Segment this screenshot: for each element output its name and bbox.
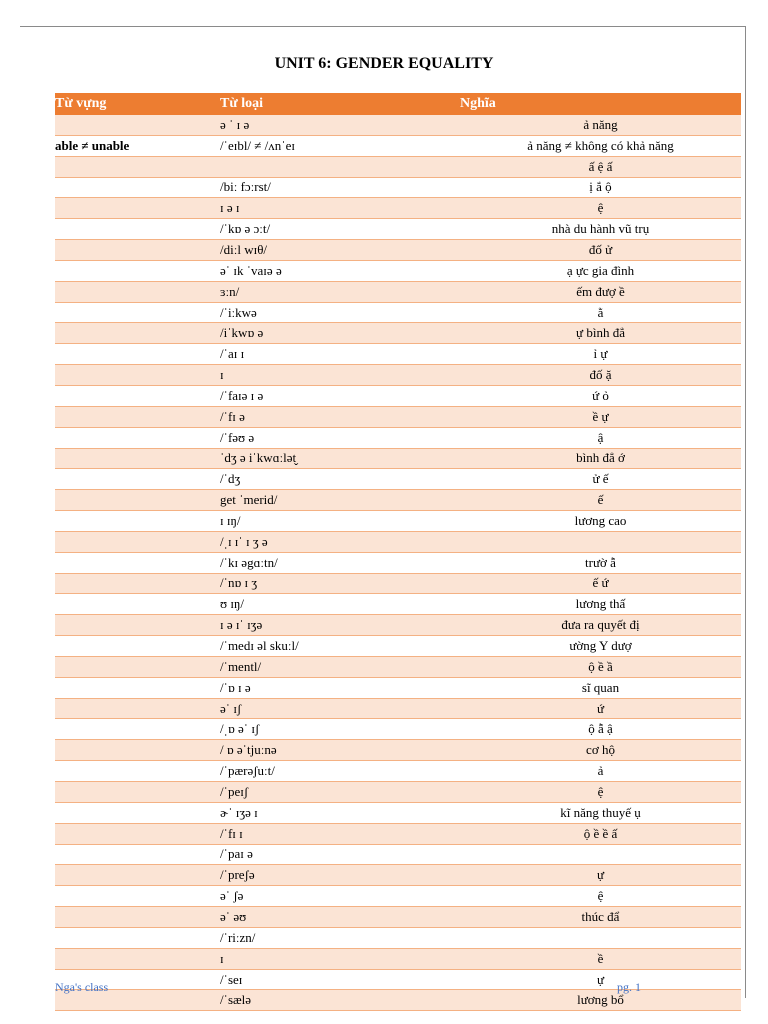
vocab-word-cell — [55, 823, 220, 844]
table-row — [55, 823, 741, 844]
vocab-word-cell — [55, 240, 220, 261]
meaning-cell: ệ — [460, 198, 741, 219]
vocab-word-cell — [55, 511, 220, 532]
table-row — [55, 240, 741, 261]
table-body — [55, 115, 741, 1011]
vocab-word-cell — [55, 552, 220, 573]
pronunciation-cell: /ˌɪ ɪˈ ɪ ʒ ə — [220, 531, 460, 552]
table-row — [55, 719, 741, 740]
vocab-word-cell — [55, 719, 220, 740]
pronunciation-cell: /ˈmedɪ əl skuːl/ — [220, 636, 460, 657]
vocab-word-cell — [55, 198, 220, 219]
meaning-cell: ử ế — [460, 469, 741, 490]
table-row — [55, 490, 741, 511]
meaning-cell: ộ ề ề ấ — [460, 823, 741, 844]
meaning-cell: ả năng — [460, 115, 741, 135]
vocab-word-cell — [55, 698, 220, 719]
table-row — [55, 927, 741, 948]
table-row — [55, 198, 741, 219]
vocab-word-cell — [55, 490, 220, 511]
vocab-word-cell — [55, 156, 220, 177]
vocab-word-cell — [55, 302, 220, 323]
pronunciation-cell: /iˈkwɒ ə — [220, 323, 460, 344]
table-header-row — [55, 93, 741, 115]
vocab-word-cell — [55, 677, 220, 698]
pronunciation-cell: əˈ ʃə — [220, 886, 460, 907]
meaning-cell: ế ứ — [460, 573, 741, 594]
table-row — [55, 886, 741, 907]
table-row — [55, 511, 741, 532]
header-word-type: Từ loại — [220, 93, 460, 115]
table-row — [55, 406, 741, 427]
vocab-word-cell — [55, 636, 220, 657]
meaning-cell: nhà du hành vũ trụ — [460, 219, 741, 240]
table-row — [55, 573, 741, 594]
meaning-cell: ộ ề ầ — [460, 656, 741, 677]
pronunciation-cell: /ˈriːzn/ — [220, 927, 460, 948]
pronunciation-cell: /ˈfɪ ɪ — [220, 823, 460, 844]
table-row — [55, 219, 741, 240]
meaning-cell: ệ — [460, 782, 741, 803]
meaning-cell: đố ặ — [460, 365, 741, 386]
pronunciation-cell: /ˈɒ ɪ ə — [220, 677, 460, 698]
meaning-cell: ả — [460, 761, 741, 782]
meaning-cell: ả năng ≠ không có khả năng — [460, 135, 741, 156]
table-row — [55, 677, 741, 698]
vocab-word-cell — [55, 385, 220, 406]
meaning-cell: ấ ệ ấ — [460, 156, 741, 177]
meaning-cell: ề — [460, 948, 741, 969]
meaning-cell: kĩ năng thuyế ụ — [460, 802, 741, 823]
meaning-cell: lương thấ — [460, 594, 741, 615]
table-row — [55, 740, 741, 761]
vocab-word-cell — [55, 260, 220, 281]
pronunciation-cell: /ˈeɪbl/ ≠ /ʌnˈeɪ — [220, 135, 460, 156]
pronunciation-cell: ɪ ə ɪˈ ɪʒə — [220, 615, 460, 636]
pronunciation-cell: əˈ ɪk ˈvaɪə ə — [220, 260, 460, 281]
meaning-cell: ộ ẫ ậ — [460, 719, 741, 740]
vocab-word-cell — [55, 740, 220, 761]
pronunciation-cell: /ˈpeɪʃ — [220, 782, 460, 803]
pronunciation-cell: get ˈmerid/ — [220, 490, 460, 511]
table-row — [55, 260, 741, 281]
meaning-cell: ường Y dượ — [460, 636, 741, 657]
vocab-word-cell — [55, 886, 220, 907]
vocabulary-table — [55, 93, 741, 1011]
meaning-cell: đố ử — [460, 240, 741, 261]
table-row — [55, 302, 741, 323]
table-row — [55, 448, 741, 469]
vocab-word-cell — [55, 782, 220, 803]
vocab-word-cell — [55, 448, 220, 469]
vocab-word-cell — [55, 365, 220, 386]
table-row — [55, 281, 741, 302]
vocab-word-cell — [55, 927, 220, 948]
vocab-word-cell — [55, 594, 220, 615]
pronunciation-cell: /ˈmentl/ — [220, 656, 460, 677]
table-row — [55, 761, 741, 782]
pronunciation-cell: /diːl wɪθ/ — [220, 240, 460, 261]
pronunciation-cell: /ˈnɒ ɪ ʒ — [220, 573, 460, 594]
vocab-word-cell — [55, 761, 220, 782]
meaning-cell: ạ ực gia đình — [460, 260, 741, 281]
table-row — [55, 323, 741, 344]
pronunciation-cell: ə ˈ ɪ ə — [220, 115, 460, 135]
pronunciation-cell: ɚˈ ɪʒə ɪ — [220, 802, 460, 823]
vocab-word-cell — [55, 406, 220, 427]
table-row — [55, 656, 741, 677]
meaning-cell — [460, 844, 741, 865]
pronunciation-cell: /ˈkɒ ə ɔːt/ — [220, 219, 460, 240]
meaning-cell: thúc đẩ — [460, 907, 741, 928]
pronunciation-cell: əˈ ɪʃ — [220, 698, 460, 719]
meaning-cell: ệ — [460, 886, 741, 907]
table-row — [55, 469, 741, 490]
table-row — [55, 698, 741, 719]
meaning-cell — [460, 927, 741, 948]
meaning-cell: đưa ra quyết đị — [460, 615, 741, 636]
pronunciation-cell: /biː fɔːrst/ — [220, 177, 460, 198]
table-row — [55, 135, 741, 156]
meaning-cell: ỉ ự — [460, 344, 741, 365]
pronunciation-cell: ɪ ə ɪ — [220, 198, 460, 219]
meaning-cell: ậ — [460, 427, 741, 448]
table-row — [55, 115, 741, 135]
table-row — [55, 844, 741, 865]
meaning-cell: ếm đượ ề — [460, 281, 741, 302]
footer-class-name: Nga's class — [55, 980, 109, 994]
meaning-cell: ự — [460, 865, 741, 886]
meaning-cell: cơ hộ — [460, 740, 741, 761]
vocab-word-cell — [55, 115, 220, 135]
pronunciation-cell: əˈ əʊ — [220, 907, 460, 928]
meaning-cell: ứ — [460, 698, 741, 719]
table-row — [55, 365, 741, 386]
vocab-word-cell — [55, 469, 220, 490]
pronunciation-cell: ɪ — [220, 365, 460, 386]
meaning-cell: ằ — [460, 302, 741, 323]
vocab-word-cell: able ≠ unable — [55, 135, 220, 156]
vocab-word-cell — [55, 948, 220, 969]
pronunciation-cell: /ˈfəʊ ə — [220, 427, 460, 448]
table-row — [55, 802, 741, 823]
pronunciation-cell: /ˈkɪ əgɑːtn/ — [220, 552, 460, 573]
vocab-word-cell — [55, 844, 220, 865]
meaning-cell: ế — [460, 490, 741, 511]
meaning-cell: trườ ẫ — [460, 552, 741, 573]
pronunciation-cell: ˈdʒ ə iˈkwɑːlət̬ — [220, 448, 460, 469]
table-row — [55, 907, 741, 928]
pronunciation-cell: /ˈaɪ ɪ — [220, 344, 460, 365]
pronunciation-cell: /ˈseɪ — [220, 969, 460, 990]
table-row — [55, 615, 741, 636]
table-row — [55, 156, 741, 177]
meaning-cell: bình đẳ ớ — [460, 448, 741, 469]
meaning-cell: ị ắ ộ — [460, 177, 741, 198]
pronunciation-cell: ɪ — [220, 948, 460, 969]
table-row — [55, 782, 741, 803]
table-row — [55, 636, 741, 657]
table-row — [55, 552, 741, 573]
table-row — [55, 427, 741, 448]
vocab-word-cell — [55, 177, 220, 198]
table-row — [55, 594, 741, 615]
meaning-cell: ự bình đẳ — [460, 323, 741, 344]
pronunciation-cell: /ˈpaɪ ə — [220, 844, 460, 865]
vocab-word-cell — [55, 531, 220, 552]
pronunciation-cell: / ɒ əˈtjuːnə — [220, 740, 460, 761]
pronunciation-cell: /ˌɒ əˈ ɪʃ — [220, 719, 460, 740]
meaning-cell: ề ự — [460, 406, 741, 427]
header-meaning: Nghĩa — [460, 93, 741, 115]
meaning-cell: ứ ỏ — [460, 385, 741, 406]
pronunciation-cell — [220, 156, 460, 177]
pronunciation-cell: /ˈfɪ ə — [220, 406, 460, 427]
meaning-cell: lương bổ — [460, 990, 741, 1011]
vocab-word-cell — [55, 907, 220, 928]
pronunciation-cell: /ˈfaɪə ɪ ə — [220, 385, 460, 406]
vocab-word-cell — [55, 427, 220, 448]
table-row — [55, 344, 741, 365]
pronunciation-cell: /ˈpreʃə — [220, 865, 460, 886]
page-title: UNIT 6: GENDER EQUALITY — [274, 55, 494, 72]
table-row — [55, 865, 741, 886]
header-word: Từ vựng — [55, 93, 220, 115]
meaning-cell: ự — [460, 969, 741, 990]
vocab-word-cell — [55, 323, 220, 344]
table-row — [55, 177, 741, 198]
vocab-word-cell — [55, 219, 220, 240]
table-row — [55, 531, 741, 552]
vocab-word-cell — [55, 281, 220, 302]
meaning-cell — [460, 531, 741, 552]
vocab-word-cell — [55, 573, 220, 594]
pronunciation-cell: /ˈsælə — [220, 990, 460, 1011]
table-row — [55, 385, 741, 406]
vocab-word-cell — [55, 344, 220, 365]
pronunciation-cell: /ˈpærəʃuːt/ — [220, 761, 460, 782]
footer-page-number: pg. 1 — [617, 980, 641, 994]
pronunciation-cell: /ˈiːkwə — [220, 302, 460, 323]
vocab-word-cell — [55, 656, 220, 677]
vocab-word-cell — [55, 615, 220, 636]
pronunciation-cell: ɪ ɪŋ/ — [220, 511, 460, 532]
meaning-cell: sĩ quan — [460, 677, 741, 698]
vocab-word-cell — [55, 865, 220, 886]
pronunciation-cell: ʊ ɪŋ/ — [220, 594, 460, 615]
pronunciation-cell: ɜːn/ — [220, 281, 460, 302]
meaning-cell: lương cao — [460, 511, 741, 532]
table-row — [55, 948, 741, 969]
pronunciation-cell: /ˈdʒ — [220, 469, 460, 490]
vocab-word-cell — [55, 802, 220, 823]
